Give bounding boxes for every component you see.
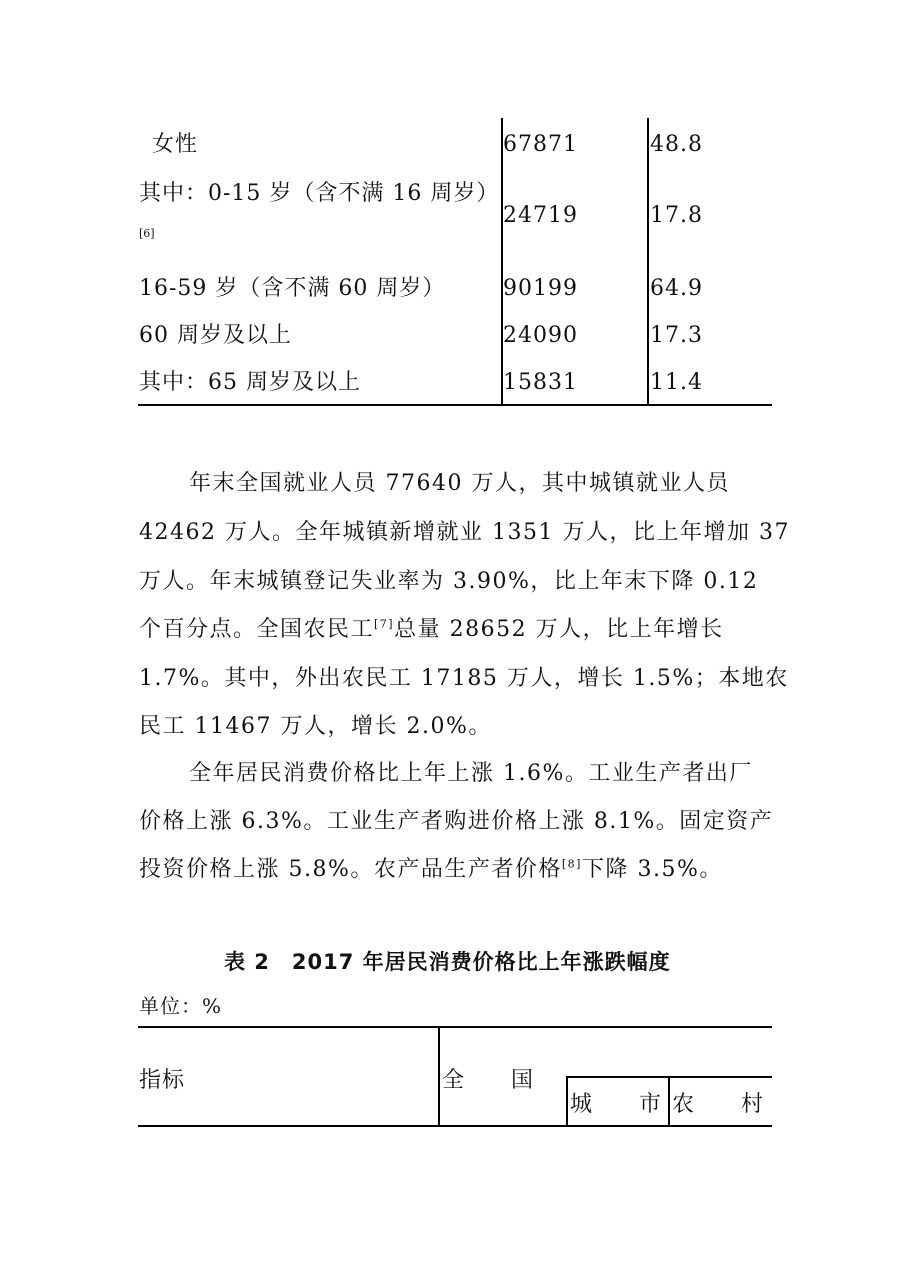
- table2-title: 表 2 2017 年居民消费价格比上年涨跌幅度: [224, 950, 671, 974]
- paragraph-text: 总量 28652 万人，比上年增长: [394, 617, 724, 642]
- paragraph-line: 1.7%。其中，外出农民工 17185 万人，增长 1.5%；本地农: [139, 666, 789, 691]
- table1-row-pct: 17.3: [650, 323, 703, 348]
- paragraph-line: 民工 11467 万人，增长 2.0%。: [139, 714, 492, 739]
- footnote-marker: [8]: [561, 857, 582, 871]
- table2-col-divider-1: [438, 1027, 440, 1126]
- paragraph-line: [139, 852, 723, 883]
- table2-col-divider-2: [566, 1076, 568, 1126]
- table2-unit: 单位：%: [139, 994, 223, 1018]
- table2-header-rural: 农 村: [672, 1092, 765, 1117]
- table2-header-national: 全 国: [442, 1068, 535, 1093]
- paragraph-text: 投资价格上涨 5.8%。农产品生产者价格: [139, 857, 562, 882]
- table1-row-label: 16-59 岁（含不满 60 周岁）: [139, 276, 446, 301]
- paragraph-line: 万人。年末城镇登记失业率为 3.90%，比上年末下降 0.12: [139, 569, 759, 594]
- table1-row-value: 90199: [503, 276, 578, 301]
- table2-top-rule: [138, 1026, 772, 1028]
- prices-paragraph: [139, 756, 775, 881]
- table1-row-value: 15831: [503, 370, 578, 395]
- table1-row-label: 女性: [152, 132, 199, 157]
- paragraph-line: 价格上涨 6.3%。工业生产者购进价格上涨 8.1%。固定资产: [139, 809, 774, 834]
- table1-row-pct: 11.4: [650, 370, 703, 395]
- table1-row-footnote: [6]: [139, 227, 155, 240]
- table1-row-label: 其中：0-15 岁（含不满 16 周岁）: [139, 181, 500, 206]
- table1-col-divider-1: [501, 118, 503, 405]
- table2-header-bottom-rule: [138, 1125, 772, 1127]
- footnote-marker: [7]: [374, 617, 395, 631]
- paragraph-text: 个百分点。全国农民工: [139, 617, 375, 642]
- table1-row-label: 其中：65 周岁及以上: [139, 370, 361, 395]
- table1-row-value: 24090: [503, 323, 578, 348]
- table1-row-pct: 48.8: [650, 132, 703, 157]
- employment-paragraph: [139, 466, 790, 739]
- table1-bottom-rule: [138, 404, 772, 406]
- paragraph-line: [139, 612, 724, 643]
- paragraph-line: 年末全国就业人员 77640 万人，其中城镇就业人员: [189, 471, 730, 496]
- paragraph-line: 全年居民消费价格比上年上涨 1.6%。工业生产者出厂: [189, 761, 753, 786]
- table1-row-pct: 17.8: [650, 203, 703, 228]
- table1-col-divider-2: [647, 118, 649, 405]
- table1-row-value: 67871: [503, 132, 578, 157]
- paragraph-line: 42462 万人。全年城镇新增就业 1351 万人，比上年增加 37: [139, 520, 790, 545]
- paragraph-text: 下降 3.5%。: [581, 857, 723, 882]
- table1-row-pct: 64.9: [650, 276, 703, 301]
- table2-header-indicator: 指标: [139, 1068, 186, 1093]
- table1-row-label: 60 周岁及以上: [139, 323, 292, 348]
- table2-col-divider-3: [668, 1076, 670, 1126]
- table1-row-value: 24719: [503, 203, 578, 228]
- table2-header-urban: 城 市: [570, 1092, 663, 1117]
